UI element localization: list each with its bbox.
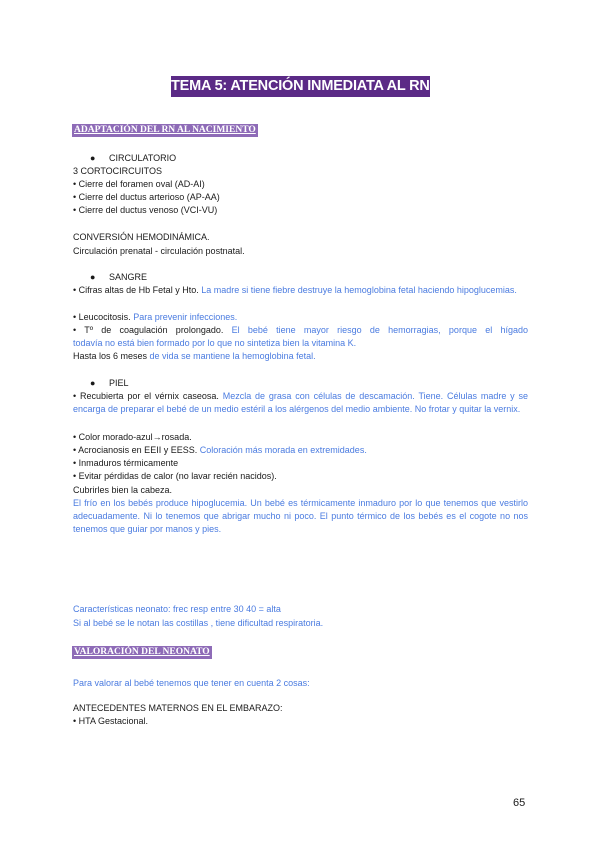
page-title: TEMA 5: ATENCIÓN INMEDIATA AL RN SANO xyxy=(171,76,430,97)
conversion-heading: CONVERSIÓN HEMODINÁMICA. xyxy=(73,232,210,242)
piel-paragraph-3 xyxy=(73,444,528,457)
piel-paragraph-7: El frío en los bebés produce hipoglucemia. Un bebé es térmicamente inmaduro por lo que tenemos que vestirlo adecuadamente. Ni lo tenemos que abrigar mucho ni poco. El punto térmico de los bebés es el cogote no nos tenemos que guiar por manos y pies. xyxy=(73,498,528,534)
antecedentes-heading: ANTECEDENTES MATERNOS EN EL EMBARAZO: xyxy=(73,703,283,713)
sangre-p2-blue: Para prevenir infecciones. xyxy=(133,312,238,322)
piel-paragraph-6: Cubrirles bien la cabeza. xyxy=(73,485,173,495)
page-number: 65 xyxy=(513,797,526,809)
piel-p3-blue: Coloración más morada en extremidades. xyxy=(199,445,367,455)
sangre-paragraph-4 xyxy=(73,350,528,363)
conversion-text: Circulación prenatal - circulación postnatal. xyxy=(73,246,245,256)
bullet-label: SANGRE xyxy=(109,272,148,282)
sangre-p1-black: • Cifras altas de Hb Fetal y Hto. xyxy=(73,285,199,295)
piel-paragraph-4: • Inmaduros térmicamente xyxy=(73,458,179,468)
sangre-p2-black: • Leucocitosis. xyxy=(73,312,131,322)
bullet-dot-icon: ● xyxy=(90,153,96,163)
section-header-adaptacion: ADAPTACIÓN DEL RN AL NACIMIENTO xyxy=(74,125,256,135)
sangre-paragraph-3 xyxy=(73,324,528,337)
bullet-piel xyxy=(90,377,545,390)
list-item: • Cierre del ductus venoso (VCI-VU) xyxy=(73,205,218,215)
bullet-label: CIRCULATORIO xyxy=(109,153,177,163)
bullet-circulatorio xyxy=(90,152,545,165)
piel-p1-black: • Recubierta por el vérnix caseosa. xyxy=(73,391,219,401)
cortocircuitos-heading: 3 CORTOCIRCUITOS xyxy=(73,166,163,176)
list-item: • HTA Gestacional. xyxy=(73,716,149,726)
piel-p1-blue: Mezcla de grasa con células de descamación. Tiene. Células madre y se encarga de preparar el bebé de un medio estéril a los alérgenos del medio ambiente. No frotar y quitar la vernix. xyxy=(73,391,528,414)
valoracion-intro: Para valorar al bebé tenemos que tener en cuenta 2 cosas: xyxy=(73,678,310,688)
sangre-paragraph-1 xyxy=(73,284,528,297)
piel-paragraph-1 xyxy=(73,390,528,416)
piel-paragraph-2: • Color morado-azul→rosada. xyxy=(73,432,192,442)
sangre-p3-black: • Tº de coagulación prolongado. xyxy=(73,325,224,335)
sangre-p4-blue: de vida se mantiene la hemoglobina fetal. xyxy=(149,351,316,361)
piel-paragraph-5: • Evitar pérdidas de calor (no lavar recién nacidos). xyxy=(73,471,277,481)
sangre-p3-blue: El bebé tiene mayor riesgo de hemorragias, porque el hígado xyxy=(231,325,528,335)
section-header-valoracion: VALORACIÓN DEL NEONATO xyxy=(74,647,210,657)
caracteristicas-line-2: Si al bebé se le notan las costillas , tiene dificultad respiratoria. xyxy=(73,618,324,628)
list-item: • Cierre del ductus arterioso (AP-AA) xyxy=(73,192,220,202)
piel-p3-black: • Acrocianosis en EEII y EESS. xyxy=(73,445,198,455)
bullet-label: PIEL xyxy=(109,378,129,388)
list-item: • Cierre del foramen oval (AD-AI) xyxy=(73,179,205,189)
sangre-p4-black: Hasta los 6 meses xyxy=(73,351,148,361)
sangre-paragraph-3-cont: todavía no está bien formado por lo que no sintetiza bien la vitamina K. xyxy=(73,338,357,348)
bullet-sangre xyxy=(90,271,545,284)
bullet-dot-icon: ● xyxy=(90,378,96,388)
caracteristicas-line-1: Características neonato: frec resp entre 30 40 = alta xyxy=(73,604,281,614)
sangre-p1-blue: La madre si tiene fiebre destruye la hemoglobina fetal haciendo hipoglucemias. xyxy=(201,285,517,295)
sangre-paragraph-2 xyxy=(73,311,528,324)
bullet-dot-icon: ● xyxy=(90,272,96,282)
